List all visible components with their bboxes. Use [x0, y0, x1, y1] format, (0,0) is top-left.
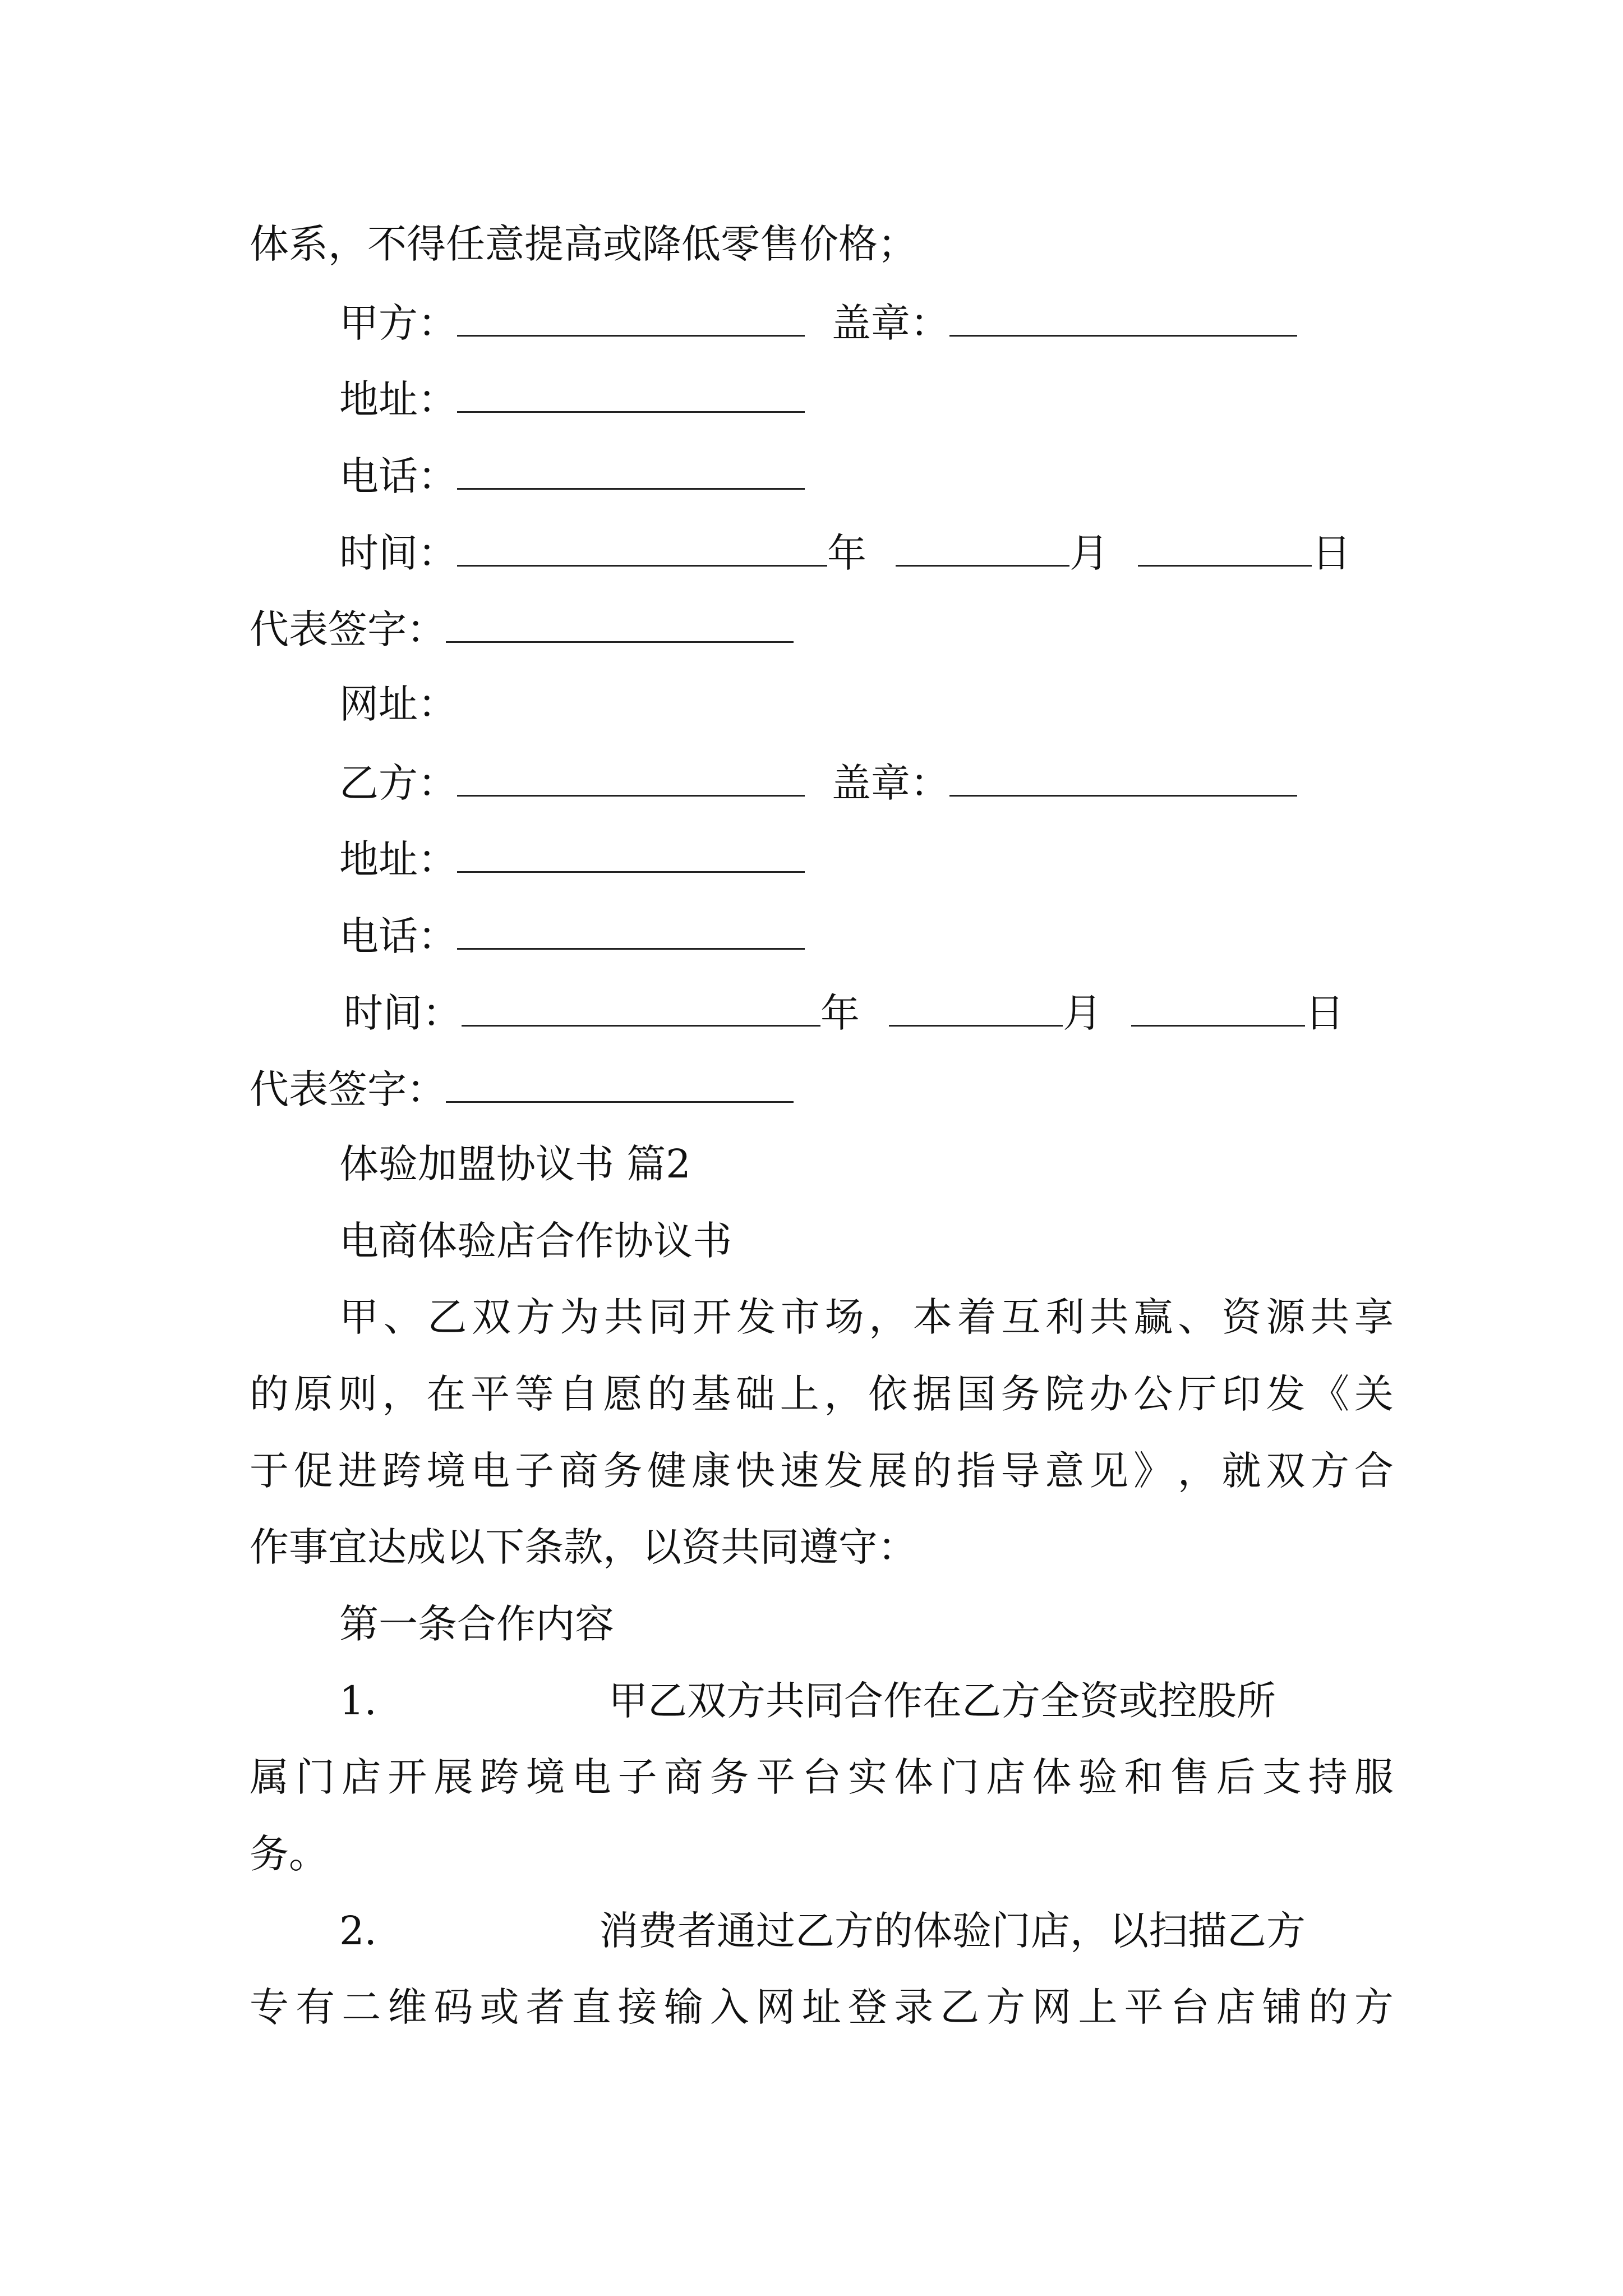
party-b-month-blank: [889, 986, 1063, 1027]
party-a-month-blank: [896, 526, 1069, 567]
party-b-phone-line: [339, 909, 1394, 961]
party-b-rep-label: 代表签字：: [250, 1066, 446, 1112]
party-a-rep-line: [250, 602, 1394, 655]
list-item-text: 专 有 二 维 码 或 者 直 接 输 入 网 址 登 录 乙 方 网 上 平 台 店 铺 的 方: [250, 1984, 1394, 2030]
party-b-address-line: [339, 832, 1394, 885]
party-b-seal-blank: [949, 756, 1297, 797]
party-a-day-blank: [1138, 526, 1312, 567]
party-b-day-blank: [1131, 986, 1305, 1027]
party-a-year-blank: [457, 526, 827, 567]
paragraph-line: 甲 、 乙 双 方 为 共 同 开 发 市 场 ， 本 着 互 利 共 赢 、 资 源 共 享: [339, 1294, 1394, 1340]
party-b-line: [339, 756, 1394, 808]
party-a-address-blank: [457, 372, 805, 413]
document-title: 电商体验店合作协议书: [339, 1218, 732, 1264]
party-b-time-line: [339, 986, 1394, 1038]
party-a-web-label: 网址：: [339, 681, 457, 727]
party-b-rep-blank: [446, 1062, 794, 1103]
party-a-blank: [457, 296, 805, 337]
year-label: 年: [827, 530, 866, 576]
section-title: 体验加盟协议书 篇2: [339, 1141, 691, 1187]
day-label: 日: [1305, 990, 1344, 1036]
party-a-phone-line: [339, 449, 1394, 501]
year-label: 年: [820, 990, 860, 1036]
party-a-rep-blank: [446, 602, 794, 643]
list-item-text: 务。: [250, 1831, 328, 1877]
month-label: 月: [1063, 990, 1102, 1036]
party-a-address-line: [339, 372, 1394, 425]
party-a-phone-blank: [457, 449, 805, 490]
list-item-text: 消费者通过乙方的体验门店，以扫描乙方: [599, 1908, 1306, 1954]
list-item-number: 1.: [339, 1678, 377, 1724]
party-b-address-label: 地址：: [339, 836, 457, 882]
paragraph-line: 的 原 则 ， 在 平 等 自 愿 的 基 础 上 ， 依 据 国 务 院 办 公 厅 印 发 《 关: [250, 1371, 1394, 1417]
party-a-time-label: 时间：: [339, 530, 457, 576]
party-b-phone-blank: [457, 909, 805, 950]
party-a-address-label: 地址：: [339, 376, 457, 422]
party-a-web-line: [339, 679, 1394, 729]
party-b-seal-label: 盖章：: [832, 760, 949, 806]
month-label: 月: [1069, 530, 1109, 576]
paragraph-line: 作事宜达成以下条款，以资共同遵守：: [250, 1524, 917, 1570]
text-line: 体系，不得任意提高或降低零售价格；: [250, 221, 917, 267]
party-a-seal-label: 盖章：: [832, 300, 949, 346]
party-b-year-blank: [462, 986, 820, 1027]
day-label: 日: [1312, 530, 1351, 576]
party-a-rep-label: 代表签字：: [250, 606, 446, 652]
party-b-time-label: 时间：: [344, 990, 462, 1036]
article-heading: 第一条合作内容: [339, 1601, 614, 1647]
paragraph-line: 于 促 进 跨 境 电 子 商 务 健 康 快 速 发 展 的 指 导 意 见 》 ， 就 双 方 合: [250, 1448, 1394, 1494]
party-a-label: 甲方：: [339, 300, 457, 346]
party-a-phone-label: 电话：: [339, 453, 457, 499]
party-b-blank: [457, 756, 805, 797]
party-a-seal-blank: [949, 296, 1297, 337]
party-b-label: 乙方：: [339, 760, 457, 806]
party-b-phone-label: 电话：: [339, 913, 457, 959]
list-item-text: 属 门 店 开 展 跨 境 电 子 商 务 平 台 实 体 门 店 体 验 和 售 后 支 持 服: [250, 1754, 1394, 1800]
party-a-time-line: [339, 526, 1394, 578]
party-b-address-blank: [457, 832, 805, 873]
list-item-text: 甲乙双方共同合作在乙方全资或控股所: [608, 1678, 1276, 1724]
party-b-rep-line: [250, 1062, 1394, 1115]
party-a-line: [339, 296, 1394, 348]
list-item-number: 2.: [339, 1908, 377, 1954]
